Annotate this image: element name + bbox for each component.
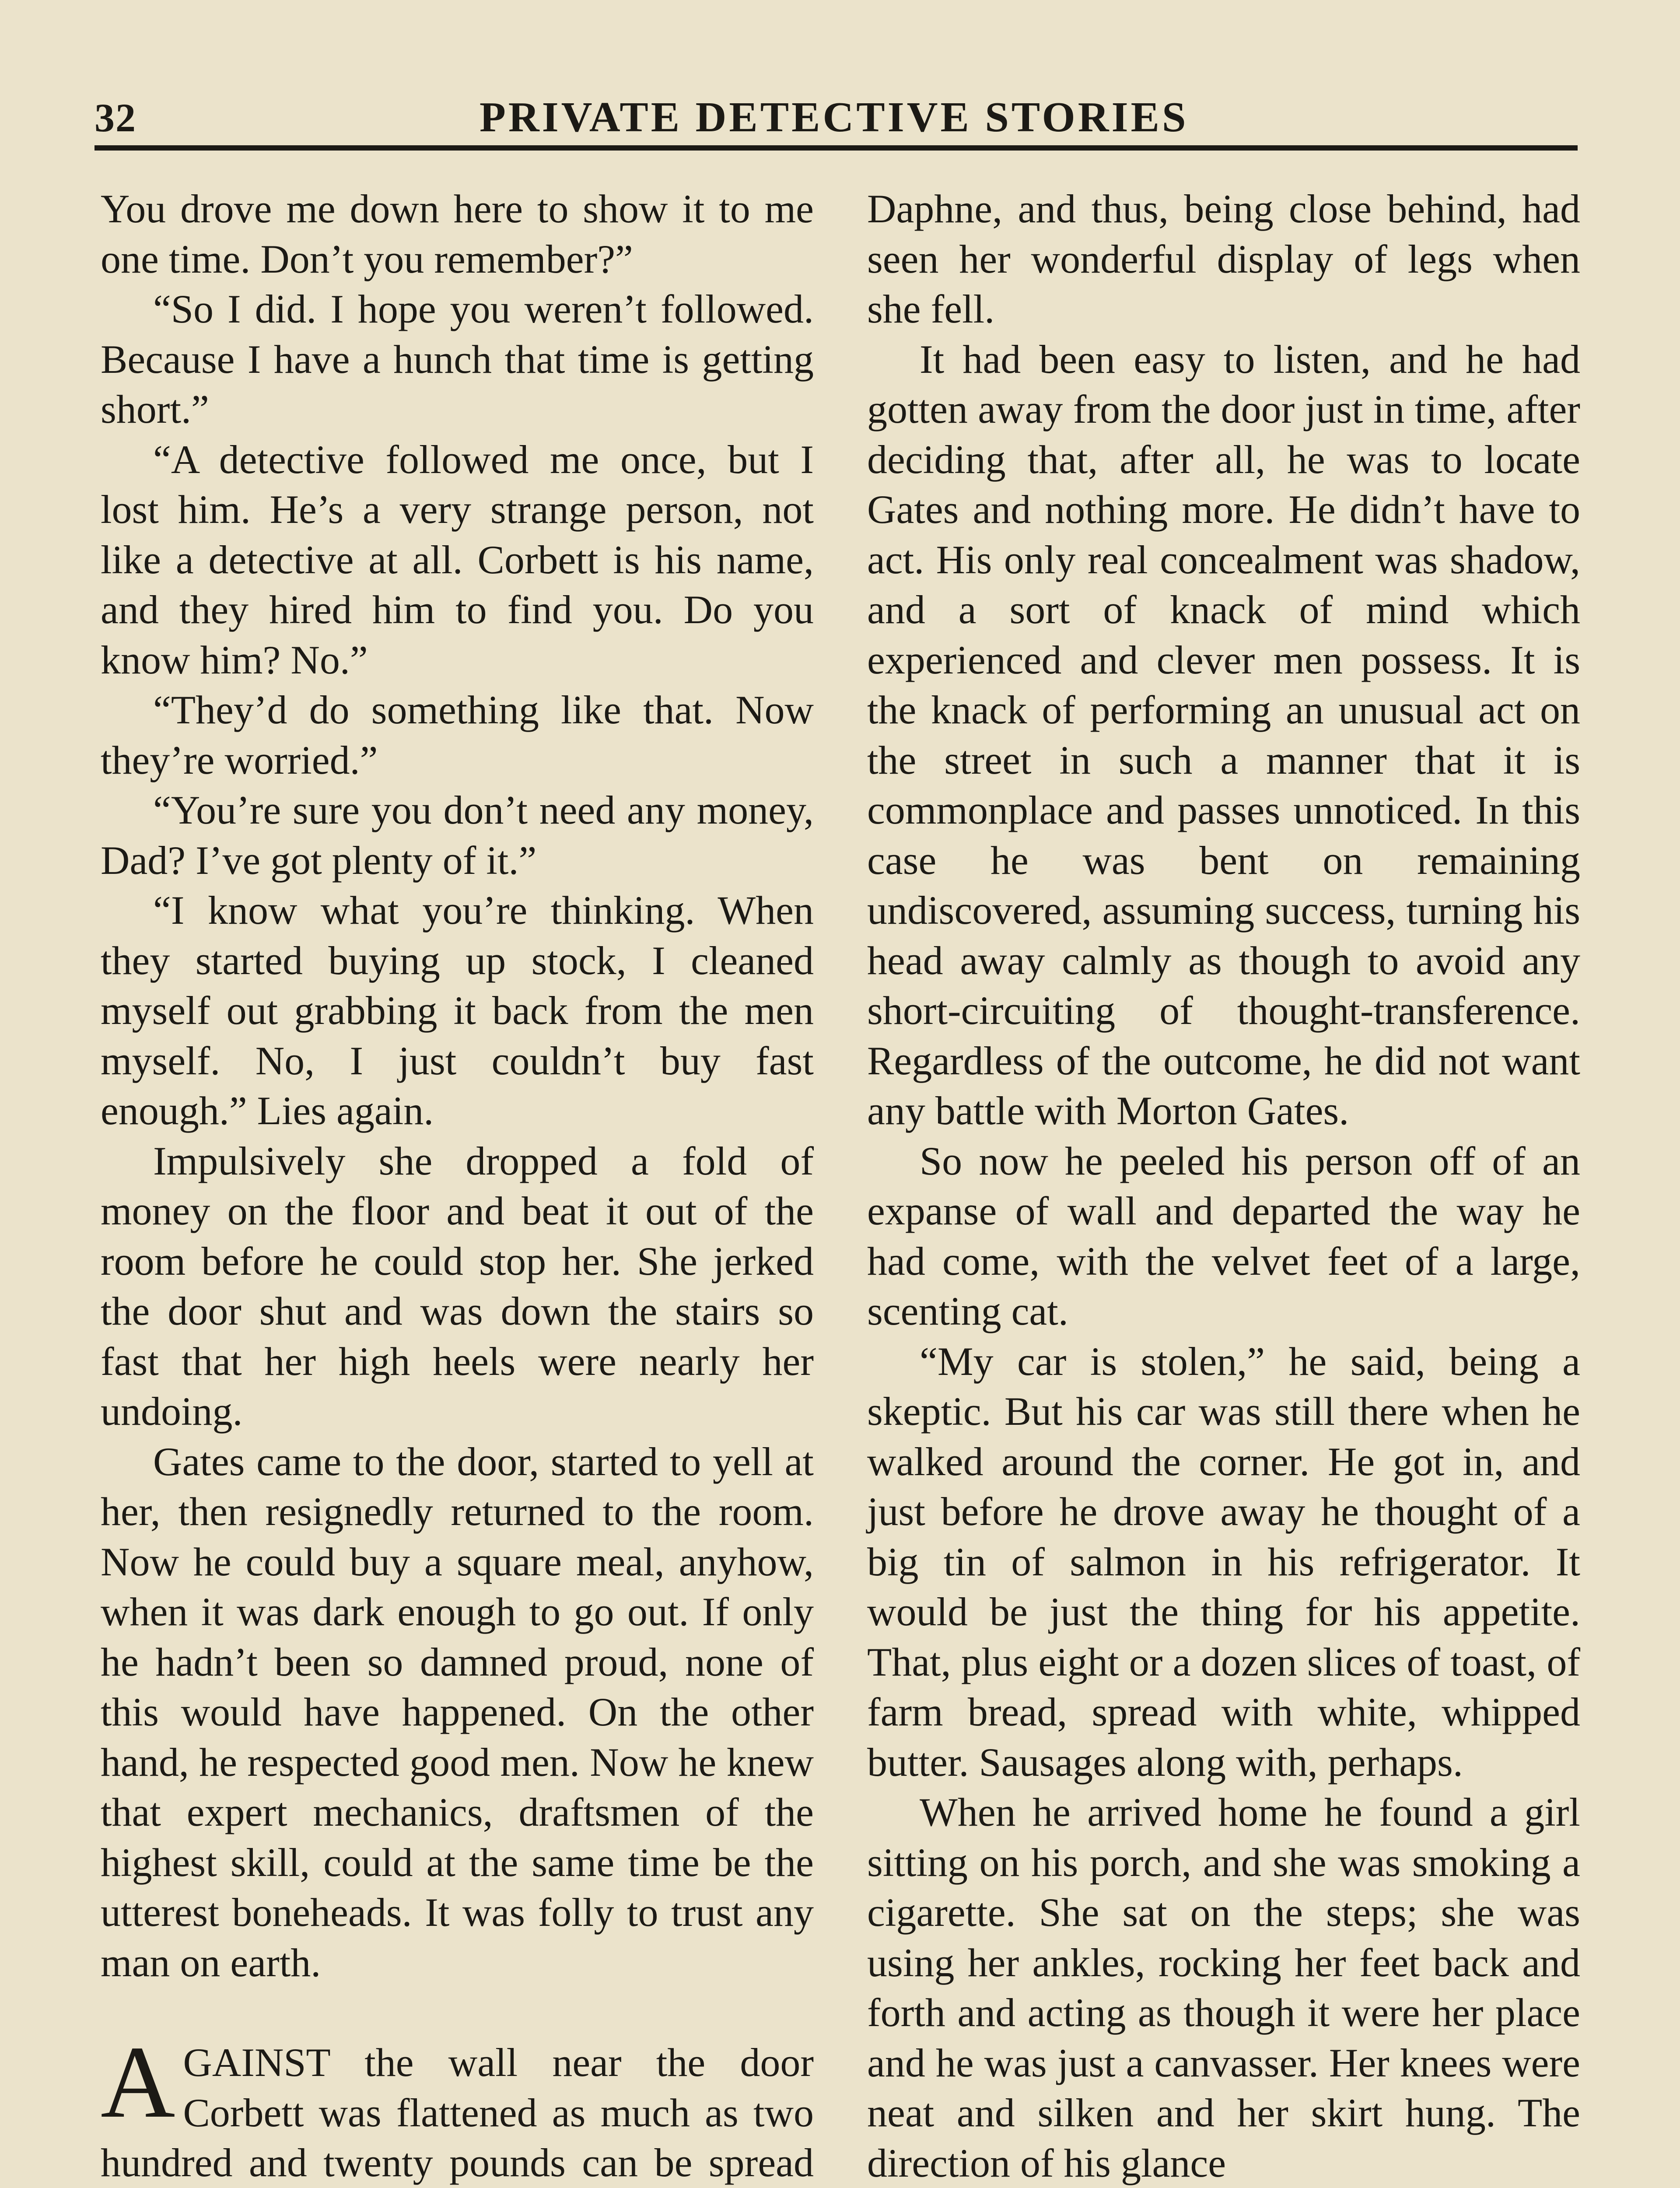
paragraph: Daphne, and thus, being close behind, had seen her wonderful display of legs when she fell. (867, 186, 1580, 331)
paragraph: Gates came to the door, started to yell at her, then resignedly returned to the room. Now he could buy a square meal, anyhow, when it was dark enough to go out. If only he hadn’t been so damned proud, none of this would have happened. On the other hand, he respected good men. Now he knew that expert mechanics, draftsmen of the highest skill, could at the same time be the utterest boneheads. It was folly to trust any man on earth. (101, 1439, 814, 1985)
paragraph: It had been easy to listen, and he had gotten away from the door just in time, after deciding that, after all, he was to locate Gates and nothing more. He didn’t have to act. His only real concealment was shadow, and a sort of knack of mind which experienced and clever men possess. It is the knack of performing an unusual act on the street in such a manner that it is commonplace and passes unnoticed. In this case he was bent on remaining undiscovered, assuming success, turning his head away calmly as though to avoid any short-circuiting of thought-transference. Regardless of the outcome, he did not want any battle with Morton Gates. (867, 337, 1580, 1133)
paragraph: “So I did. I hope you weren’t followed. Because I have a hunch that time is getting short.” (101, 287, 814, 431)
left-column (101, 184, 814, 2188)
paragraph: So now he peeled his person off of an expanse of wall and departed the way he had come, with the velvet feet of a large, scenting cat. (867, 1138, 1580, 1333)
paragraph: “A detective followed me once, but I lost him. He’s a very strange person, not like a detective at all. Corbett is his name, and they hired him to find you. Do you know him? No.” (101, 437, 814, 682)
paragraph: You drove me down here to show it to me one time. Don’t you remember?” (101, 186, 814, 281)
header-rule (94, 145, 1578, 151)
paragraph: “My car is stolen,” he said, being a skeptic. But his car was still there when he walked around the corner. He got in, and just before he drove away he thought of a big tin of salmon in his refrigerator. It would be just the thing for his appetite. That, plus eight or a dozen slices of toast, of farm bread, spread with white, whipped butter. Sausages along with, perhaps. (867, 1339, 1580, 1785)
magazine-title: PRIVATE DETECTIVE STORIES (480, 94, 1189, 141)
page-number: 32 (94, 95, 136, 140)
page-header (94, 87, 1578, 139)
section-opening-paragraph (101, 2025, 814, 2188)
paragraph: “I know what you’re thinking. When they started buying up stock, I cleaned myself out grabbing it back from the men myself. No, I just couldn’t buy fast enough.” Lies again. (101, 888, 814, 1133)
drop-cap: A (101, 2025, 175, 2139)
paragraph: Impulsively she dropped a fold of money on the floor and beat it out of the room before he could stop her. She jerked the door shut and was down the stairs so fast that her high heels were nearly her undoing. (101, 1138, 814, 1434)
right-column (867, 184, 1580, 2188)
paragraph: “They’d do something like that. Now they’re worried.” (101, 687, 814, 782)
paragraph: When he arrived home he found a girl sitting on his porch, and she was smoking a cigarette. She sat on the steps; she was using her ankles, rocking her feet back and forth and acting as though it were her place and he was just a canvasser. Her knees were neat and silken and her skirt hung. The direction of his glance (867, 1790, 1580, 2185)
section-opening-text: GAINST the wall near the door Corbett was flattened as much as two hundred and twenty pounds can be spread (101, 2040, 814, 2185)
paragraph: “You’re sure you don’t need any money, Dad? I’ve got plenty of it.” (101, 788, 814, 883)
